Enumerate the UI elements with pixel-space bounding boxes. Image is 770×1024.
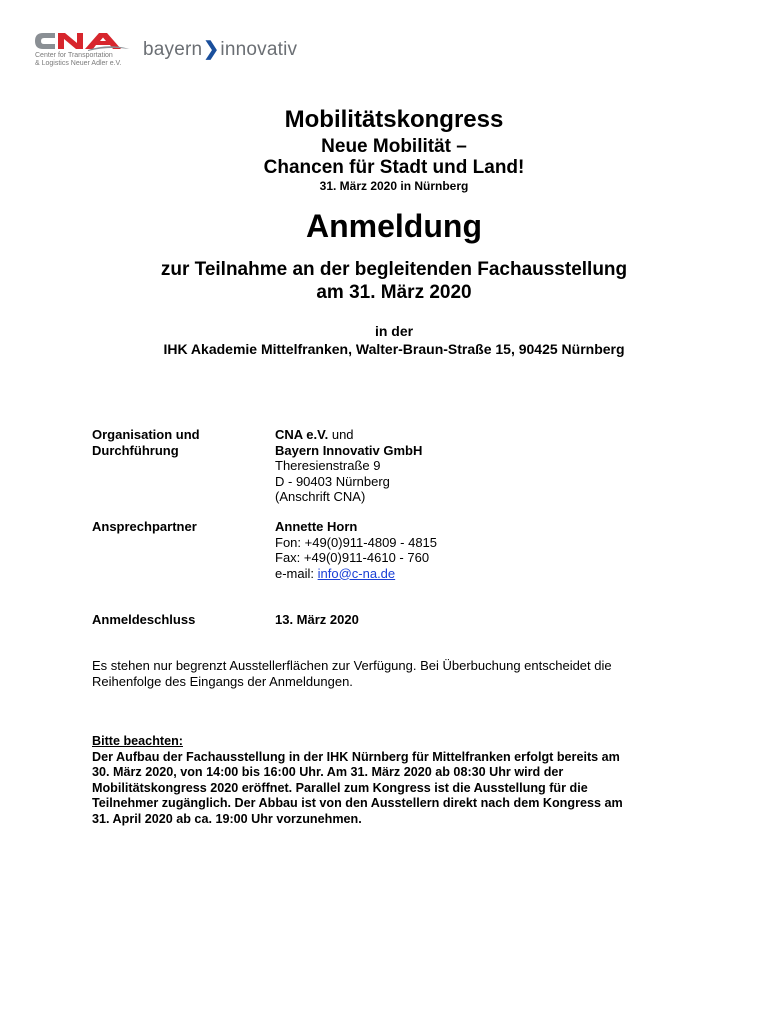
notice-line1: Der Aufbau der Fachausstellung in der IHK Nürnberg für Mittelfranken erfolgt bereits am <box>92 749 620 764</box>
exhibition-line-2: am 31. März 2020 <box>316 282 472 303</box>
notice-line3: Mobilitätskongress 2020 eröffnet. Parallel zum Kongress ist die Ausstellung für die <box>92 780 588 795</box>
organisation-label-line2: Durchführung <box>92 442 179 458</box>
subtitle-1: Neue Mobilität – <box>321 136 467 157</box>
registration-heading: Anmeldung <box>306 208 482 244</box>
cna-subtitle-line2: & Logistics Neuer Adler e.V. <box>35 60 122 67</box>
subtitle-2: Chancen für Stadt und Land! <box>263 157 525 178</box>
cna-subtitle-line1: Center for Transportation <box>35 52 113 59</box>
paragraph-line2: Reihenfolge des Eingangs der Anmeldungen. <box>92 674 353 689</box>
organisation-note: (Anschrift CNA) <box>275 489 366 504</box>
venue-address: IHK Akademie Mittelfranken, Walter-Braun-Straße 15, 90425 Nürnberg <box>163 341 625 357</box>
notice-line5: 31. April 2020 ab ca. 19:00 Uhr vorzunehmen. <box>92 811 362 826</box>
bi-bracket-icon: ❯ <box>203 39 220 60</box>
deadline-value: 13. März 2020 <box>275 612 359 627</box>
organisation-org1-line <box>275 427 422 443</box>
contact-name: Annette Horn <box>275 519 358 534</box>
contact-email-link[interactable]: info@c-na.de <box>317 565 396 581</box>
contact-email-line <box>275 566 437 582</box>
contact-email-prefix: e-mail: <box>275 565 318 581</box>
notice-line2: 30. März 2020, von 14:00 bis 16:00 Uhr. Am 31. März 2020 ab 08:30 Uhr wird der <box>92 765 564 780</box>
exhibition-line-1: zur Teilnahme an der begleitenden Fachausstellung <box>160 259 628 280</box>
notice-heading: Bitte beachten: <box>92 734 183 748</box>
organisation-org1: CNA e.V. <box>275 427 329 442</box>
availability-paragraph <box>92 658 712 690</box>
contact-phone: Fon: +49(0)911-4809 - 4815 <box>275 534 438 550</box>
cna-logo-subtitle <box>35 52 122 68</box>
organisation-und: und <box>328 427 354 442</box>
page-title: Mobilitätskongress <box>284 106 504 133</box>
in-der-text: in der <box>374 323 414 339</box>
deadline-label: Anmeldeschluss <box>92 612 196 627</box>
bayern-innovativ-logo <box>143 38 297 61</box>
contact-value <box>275 519 437 581</box>
event-date: 31. März 2020 in Nürnberg <box>319 179 469 193</box>
organisation-label <box>92 427 200 458</box>
paragraph-line1: Es stehen nur begrenzt Ausstellerflächen zur Verfügung. Bei Überbuchung entscheidet die <box>92 658 612 673</box>
cna-logo-mark <box>33 30 133 52</box>
organisation-street: Theresienstraße 9 <box>275 458 381 473</box>
contact-fax: Fax: +49(0)911-4610 - 760 <box>275 550 430 565</box>
organisation-org2: Bayern Innovativ GmbH <box>275 442 423 458</box>
organisation-city: D - 90403 Nürnberg <box>275 473 390 489</box>
bi-word1: bayern <box>143 39 203 60</box>
contact-label: Ansprechpartner <box>92 519 197 534</box>
bi-word2: innovativ <box>220 39 298 60</box>
notice-block <box>92 734 712 828</box>
notice-line4: Teilnehmer zugänglich. Der Abbau ist von den Ausstellern direkt nach dem Kongress am <box>92 796 623 811</box>
organisation-value <box>275 427 422 505</box>
organisation-label-line1: Organisation und <box>92 427 200 442</box>
